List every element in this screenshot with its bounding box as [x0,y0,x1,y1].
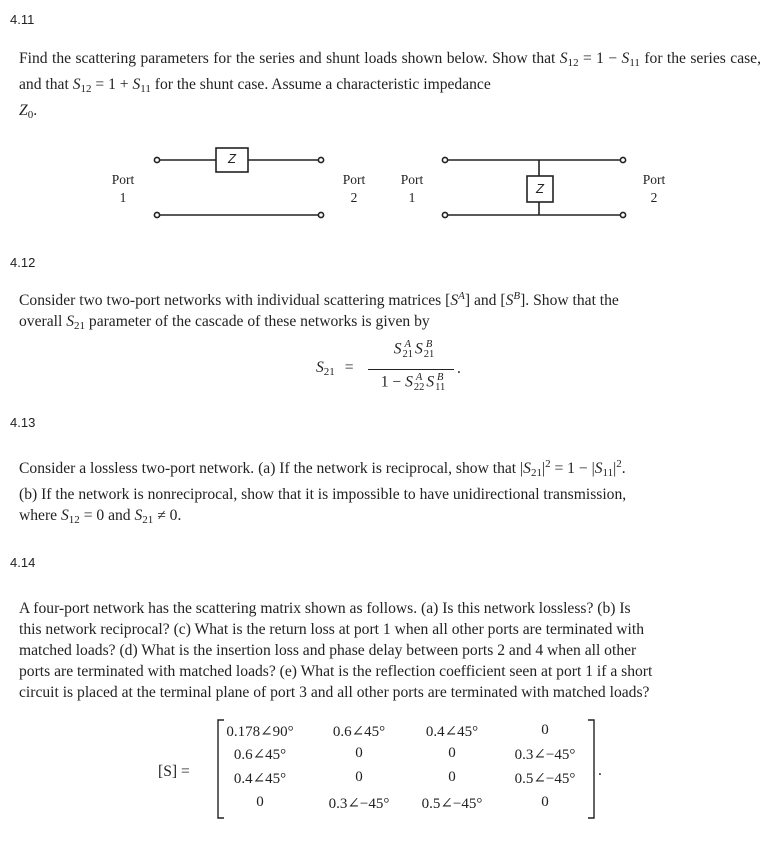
equation-numerator: S A 21 S B 21 [393,339,435,360]
shunt-impedance-label: Z [536,181,544,196]
matrix-cell: 0 [256,794,264,810]
matrix-cell: 0.6∠45° [332,724,386,740]
matrix-cell: 0.4∠45° [233,771,287,787]
matrix-cell: 0.5∠−45° [514,771,576,787]
equation-period: . [457,360,461,377]
problem-number-4-14: 4.14 [10,555,36,570]
problem-4-13-text: Consider a lossless two-port network. (a) If the network is reciprocal, show that $|S_{21}|^2 = 1 - |S_{11}|^2$. (b) If the network is nonreciprocal, show that it is impossible to have unidirectional transmission, where $S_{12} = 0$ and $S_{21} \ne 0$. [19,458,627,526]
matrix-cell: 0 [355,769,363,785]
matrix-cell: 0 [541,794,549,810]
shunt-port-1-label: Port 1 [400,172,424,205]
problem-4-14-text: A four-port network has the scattering matrix shown as follows. (a) Is this network lossless? (b) Is this network reciprocal? (c) What is the return loss at port 1 when all other ports are terminated with matched loads? (d) What is the insertion loss and phase delay between ports 2 and 4 when all other ports are terminated with matched loads? (e) What is the reflection coefficient seen at port 1 if a short circuit is placed at the terminal plane of port 3 and all other ports are terminated with matched loads? [19,600,653,701]
matrix-cell: 0 [448,769,456,785]
equation-denominator: 1 − S A 22 S B 11 [380,372,446,393]
matrix-cell: 0.3∠−45° [514,747,576,763]
series-port-2-label: Port 2 [342,172,366,205]
matrix-cell: 0 [355,745,363,761]
matrix-cell: 0.6∠45° [233,747,287,763]
matrix-cell: 0 [448,745,456,761]
problem-4-12-text: Consider two two-port networks with individual scattering matrices $[S^A]$ and $[S^B]$. Show that the overall $S_{21}$ parameter of the cascade of these networks is given by [19,290,619,332]
matrix-period: . [598,762,602,779]
series-impedance-label: Z [228,151,236,166]
shunt-port-2-label: Port 2 [642,172,666,205]
problem-number-4-11: 4.11 [10,12,35,27]
matrix-label: [S] = [158,763,190,780]
matrix-cell: 0.4∠45° [425,724,479,740]
matrix-cell: 0.5∠−45° [421,796,483,812]
problem-number-4-13: 4.13 [10,415,36,430]
problem-4-11-text: Find the scattering parameters for the series and shunt loads shown below. Show that $S_{12} = 1 - S_{11}$ for the series case, and that $S_{12} = 1 + S_{11}$ for the shunt case. Assume a characteristic impedance $Z_0$. [19,50,761,121]
series-port-1-label: Port 1 [111,172,135,205]
matrix-cell: 0.178∠90° [226,724,294,740]
problem-number-4-12: 4.12 [10,255,36,270]
matrix-cell: 0.3∠−45° [328,796,390,812]
matrix-cell: 0 [541,722,549,738]
equation-lhs: $S_{21}$ = [316,359,354,378]
